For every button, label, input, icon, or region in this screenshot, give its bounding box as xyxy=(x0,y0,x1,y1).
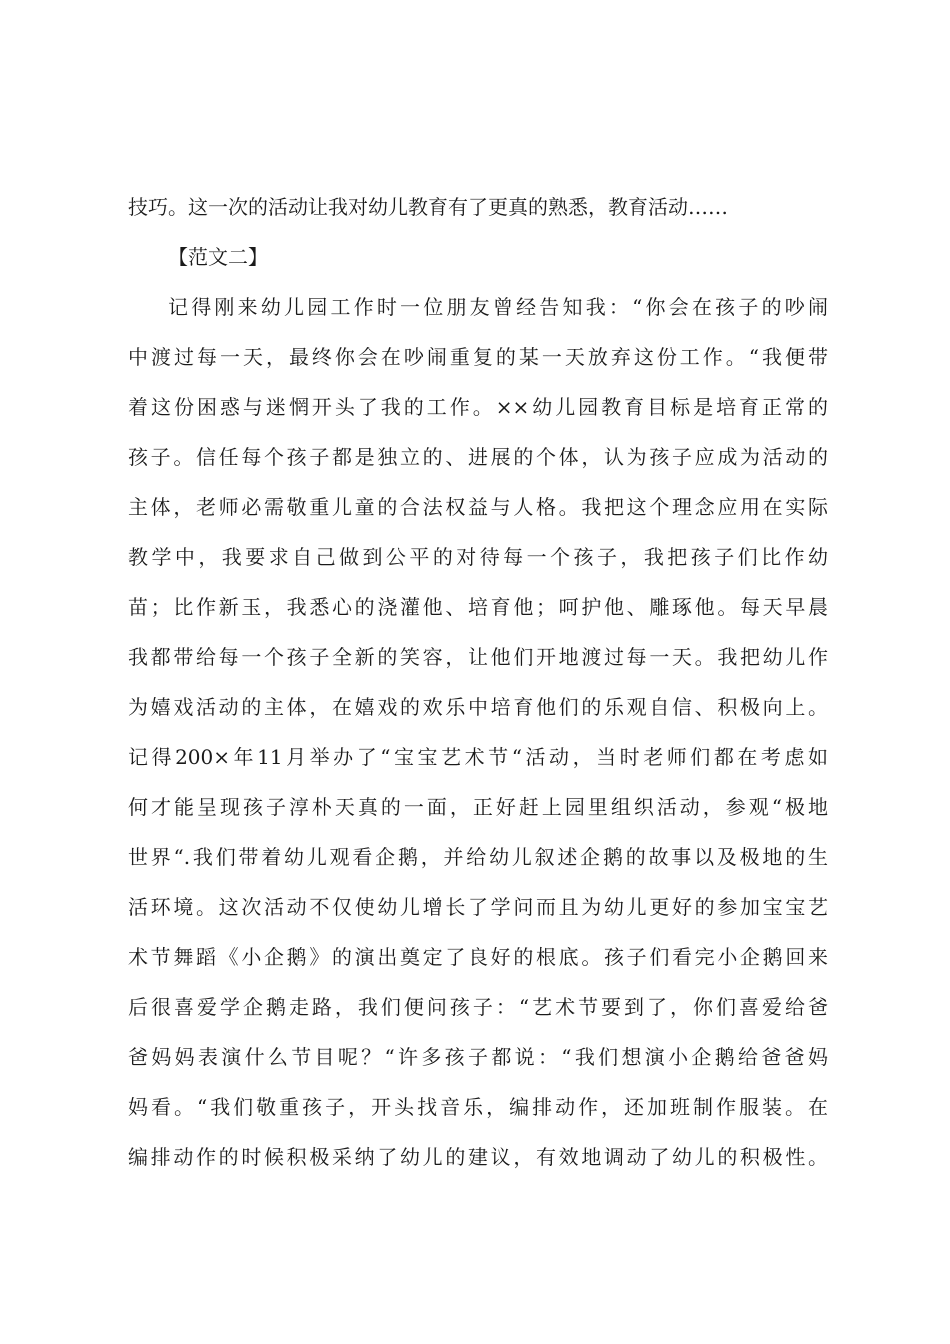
section-heading: 【范文二】 xyxy=(168,245,268,269)
paragraph-line: 苗；比作新玉，我悉心的浇灌他、培育他；呵护他、雕琢他。每天早晨 xyxy=(128,595,828,619)
paragraph-line: 后很喜爱学企鹅走路，我们便问孩子：“艺术节要到了，你们喜爱给爸 xyxy=(128,995,828,1019)
paragraph-line: 活环境。这次活动不仅使幼儿增长了学问而且为幼儿更好的参加宝宝艺 xyxy=(128,895,828,919)
paragraph-line: 孩子。信任每个孩子都是独立的、进展的个体，认为孩子应成为活动的 xyxy=(128,445,828,469)
paragraph-line: 记得200×年11月举办了“宝宝艺术节“活动，当时老师们都在考虑如 xyxy=(128,745,828,769)
paragraph-line: 编排动作的时候积极采纳了幼儿的建议，有效地调动了幼儿的积极性。 xyxy=(128,1145,828,1169)
paragraph-line: 教学中，我要求自己做到公平的对待每一个孩子，我把孩子们比作幼 xyxy=(128,545,828,569)
paragraph-line: 记得刚来幼儿园工作时一位朋友曾经告知我：“你会在孩子的吵闹 xyxy=(168,295,828,319)
continuation-line: 技巧。这一次的活动让我对幼儿教育有了更真的熟悉，教育活动…… xyxy=(128,195,728,219)
paragraph-line: 何才能呈现孩子淳朴天真的一面，正好赶上园里组织活动，参观“极地 xyxy=(128,795,828,819)
paragraph-line: 世界“.我们带着幼儿观看企鹅，并给幼儿叙述企鹅的故事以及极地的生 xyxy=(128,845,828,869)
paragraph-line: 着这份困惑与迷惘开头了我的工作。××幼儿园教育目标是培育正常的 xyxy=(128,395,828,419)
paragraph-line: 妈看。“我们敬重孩子，开头找音乐，编排动作，还加班制作服装。在 xyxy=(128,1095,828,1119)
paragraph-line: 中渡过每一天，最终你会在吵闹重复的某一天放弃这份工作。“我便带 xyxy=(128,345,828,369)
paragraph-line: 为嬉戏活动的主体，在嬉戏的欢乐中培育他们的乐观自信、积极向上。 xyxy=(128,695,828,719)
paragraph-line: 术节舞蹈《小企鹅》的演出奠定了良好的根底。孩子们看完小企鹅回来 xyxy=(128,945,828,969)
paragraph-line: 爸妈妈表演什么节目呢？“许多孩子都说：“我们想演小企鹅给爸爸妈 xyxy=(128,1045,828,1069)
paragraph-line: 我都带给每一个孩子全新的笑容，让他们开地渡过每一天。我把幼儿作 xyxy=(128,645,828,669)
paragraph-line: 主体，老师必需敬重儿童的合法权益与人格。我把这个理念应用在实际 xyxy=(128,495,828,519)
